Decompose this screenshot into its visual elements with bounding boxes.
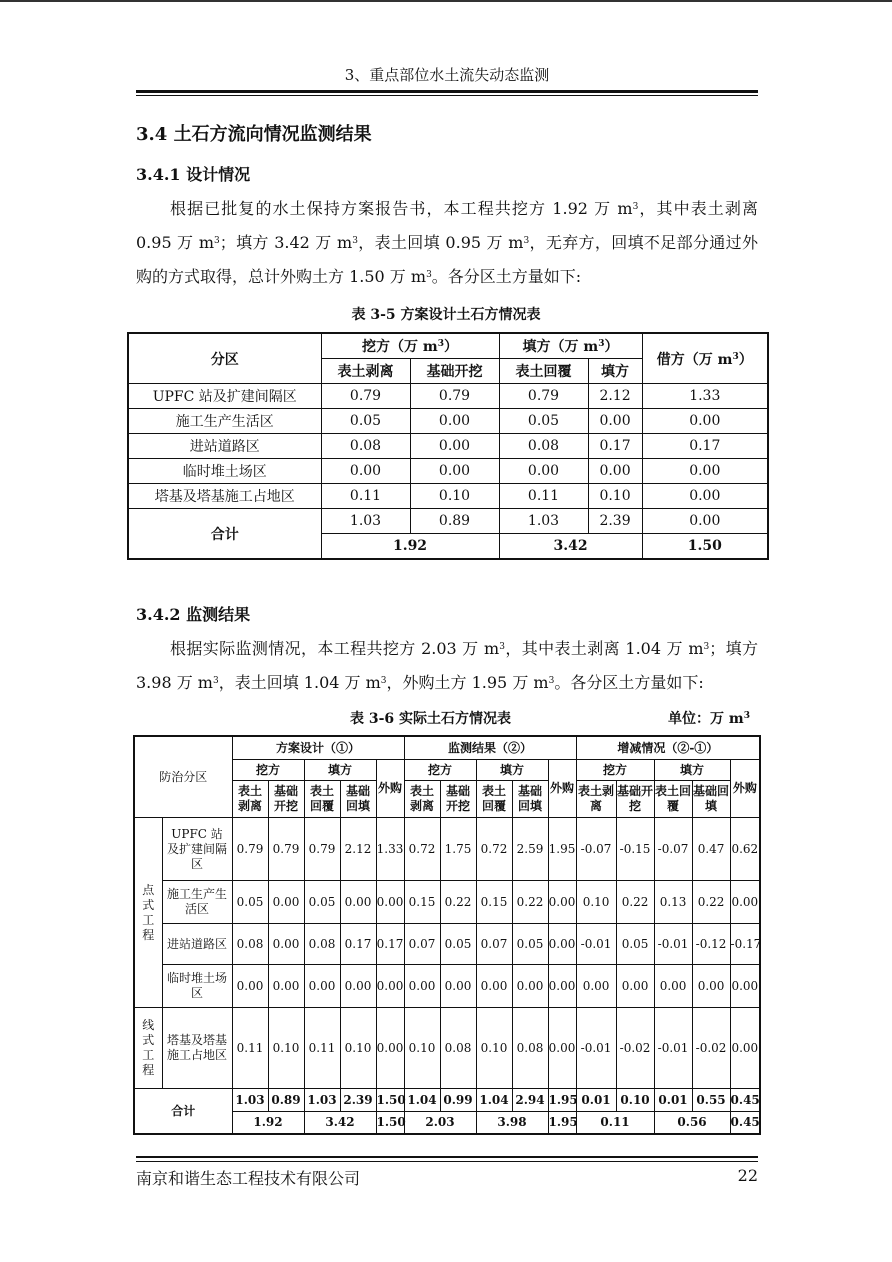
t2-value-cell: 0.00 bbox=[440, 965, 476, 1008]
t1-value-cell: 0.17 bbox=[588, 434, 642, 459]
t2-value-cell: 0.62 bbox=[730, 818, 760, 881]
t2-value-cell: 0.15 bbox=[404, 881, 440, 924]
t2-subheader-cell: 表土回覆 bbox=[654, 781, 692, 818]
t1-value-cell: 0.00 bbox=[642, 459, 768, 484]
t2-zone-cell: 施工生产生活区 bbox=[162, 881, 232, 924]
t2-value-cell: 0.10 bbox=[404, 1008, 440, 1089]
t2-total-sum: 2.03 bbox=[404, 1112, 476, 1135]
t2-total-cell: 0.99 bbox=[440, 1089, 476, 1112]
t2-total-sum: 0.11 bbox=[576, 1112, 654, 1135]
t2-value-cell: -0.01 bbox=[654, 924, 692, 965]
t2-header-fill: 填方 bbox=[304, 760, 376, 781]
t2-total-cell: 0.89 bbox=[268, 1089, 304, 1112]
t2-header-design: 方案设计（①） bbox=[232, 736, 404, 760]
t2-header-fill: 填方 bbox=[476, 760, 548, 781]
t2-value-cell: 0.72 bbox=[476, 818, 512, 881]
t1-total-cell: 0.00 bbox=[642, 509, 768, 534]
t2-value-cell: 1.75 bbox=[440, 818, 476, 881]
t2-total-cell: 1.03 bbox=[232, 1089, 268, 1112]
t1-header-fill: 填方（万 $m^3$） bbox=[499, 333, 642, 359]
t2-row bbox=[134, 924, 760, 965]
t1-value-cell: 0.79 bbox=[321, 384, 410, 409]
t1-zone-cell: 塔基及塔基施工占地区 bbox=[128, 484, 321, 509]
t2-total-cell: 1.03 bbox=[304, 1089, 340, 1112]
t2-total-cell: 1.95 bbox=[548, 1089, 576, 1112]
subsection-title-design: 3.4.1 设计情况 bbox=[136, 165, 251, 184]
t2-value-cell: 0.08 bbox=[512, 1008, 548, 1089]
t2-value-cell: 0.22 bbox=[616, 881, 654, 924]
t1-row bbox=[128, 484, 768, 509]
t1-value-cell: 1.33 bbox=[642, 384, 768, 409]
t1-row bbox=[128, 384, 768, 409]
t2-value-cell: 1.33 bbox=[376, 818, 404, 881]
header-rule bbox=[136, 90, 758, 93]
t2-value-cell: 0.00 bbox=[548, 965, 576, 1008]
t2-value-cell: 1.95 bbox=[548, 818, 576, 881]
design-paragraph: 根据已批复的水土保持方案报告书，本工程共挖方 1.92 万 $m^3$，其中表土剥离 0.95 万 $m^3$；填方 3.42 万 $m^3$，表土回填 0.95 万 $m^3$，无弃方，回填不足部分通过外购的方式取得，总计外购土方 1.50 万 $m^3$。各分区土方量如下: bbox=[136, 199, 758, 286]
t2-header-cut: 挖方 bbox=[576, 760, 654, 781]
t2-subheader-cell: 表土回覆 bbox=[476, 781, 512, 818]
t2-subheader-cell: 基础回填 bbox=[340, 781, 376, 818]
t2-row bbox=[134, 818, 760, 881]
t2-total-sum: 3.98 bbox=[476, 1112, 548, 1135]
section-title: 3.4 土石方流向情况监测结果 bbox=[136, 124, 372, 145]
t1-value-cell: 0.00 bbox=[642, 484, 768, 509]
monitor-paragraph: 根据实际监测情况，本工程共挖方 2.03 万 $m^3$，其中表土剥离 1.04 万 $m^3$；填方 3.98 万 $m^3$，表土回填 1.04 万 $m^3$，外购土方 1.95 万 $m^3$。各分区土方量如下: bbox=[136, 639, 758, 692]
t1-value-cell: 0.00 bbox=[588, 409, 642, 434]
page-number: 22 bbox=[737, 1166, 758, 1185]
t2-subheader-cell: 表土剥离 bbox=[232, 781, 268, 818]
t1-row bbox=[128, 409, 768, 434]
t2-total-cell: 0.55 bbox=[692, 1089, 730, 1112]
t1-zone-cell: 施工生产生活区 bbox=[128, 409, 321, 434]
t2-total-sum: 1.92 bbox=[232, 1112, 304, 1135]
page-header: 3、重点部位水土流失动态监测 bbox=[344, 66, 550, 84]
t2-value-cell: 2.12 bbox=[340, 818, 376, 881]
t2-total-cell: 0.01 bbox=[654, 1089, 692, 1112]
t2-value-cell: 0.17 bbox=[340, 924, 376, 965]
t2-value-cell: 0.00 bbox=[376, 965, 404, 1008]
t2-value-cell: -0.01 bbox=[654, 1008, 692, 1089]
t2-value-cell: 0.00 bbox=[340, 881, 376, 924]
t2-value-cell: 0.10 bbox=[476, 1008, 512, 1089]
t2-zone-cell: 塔基及塔基施工占地区 bbox=[162, 1008, 232, 1089]
t2-value-cell: 0.22 bbox=[440, 881, 476, 924]
t2-value-cell: 0.08 bbox=[304, 924, 340, 965]
t2-header-buy: 外购 bbox=[730, 760, 760, 818]
t2-value-cell: 0.00 bbox=[730, 1008, 760, 1089]
t2-value-cell: -0.07 bbox=[654, 818, 692, 881]
t2-value-cell: 0.00 bbox=[232, 965, 268, 1008]
t2-value-cell: 0.47 bbox=[692, 818, 730, 881]
t2-value-cell: 0.17 bbox=[376, 924, 404, 965]
actual-earthwork-table bbox=[133, 735, 761, 1135]
t2-value-cell: 0.00 bbox=[548, 1008, 576, 1089]
t2-value-cell: 0.00 bbox=[692, 965, 730, 1008]
t2-value-cell: 0.10 bbox=[268, 1008, 304, 1089]
t1-value-cell: 0.05 bbox=[499, 409, 588, 434]
t2-header-change: 增减情况（②-①） bbox=[576, 736, 760, 760]
t2-value-cell: 0.10 bbox=[340, 1008, 376, 1089]
t2-value-cell: 0.00 bbox=[730, 965, 760, 1008]
t2-value-cell: 0.05 bbox=[512, 924, 548, 965]
t1-value-cell: 0.11 bbox=[321, 484, 410, 509]
t2-value-cell: -0.02 bbox=[692, 1008, 730, 1089]
t2-value-cell: 0.05 bbox=[304, 881, 340, 924]
design-earthwork-table bbox=[127, 332, 769, 560]
t1-value-cell: 0.08 bbox=[321, 434, 410, 459]
t1-value-cell: 0.05 bbox=[321, 409, 410, 434]
t1-header-topsoil-strip: 表土剥离 bbox=[321, 359, 410, 384]
t2-value-cell: -0.02 bbox=[616, 1008, 654, 1089]
t2-value-cell: -0.01 bbox=[576, 924, 616, 965]
t2-zone-cell: UPFC 站及扩建间隔区 bbox=[162, 818, 232, 881]
t1-total-borrow: 1.50 bbox=[642, 534, 768, 560]
t2-total-cell: 1.04 bbox=[404, 1089, 440, 1112]
t2-value-cell: 0.11 bbox=[232, 1008, 268, 1089]
t2-value-cell: 0.07 bbox=[476, 924, 512, 965]
t2-value-cell: -0.01 bbox=[576, 1008, 616, 1089]
t2-row bbox=[134, 965, 760, 1008]
t2-total-sum: 0.45 bbox=[730, 1112, 760, 1135]
t2-value-cell: 0.15 bbox=[476, 881, 512, 924]
t2-value-cell: 0.05 bbox=[232, 881, 268, 924]
t1-total-cut: 1.92 bbox=[321, 534, 499, 560]
t2-value-cell: -0.15 bbox=[616, 818, 654, 881]
t2-zone-cell: 临时堆土场区 bbox=[162, 965, 232, 1008]
subsection-title-monitor: 3.4.2 监测结果 bbox=[136, 605, 251, 624]
t2-value-cell: 0.00 bbox=[616, 965, 654, 1008]
t1-value-cell: 0.00 bbox=[499, 459, 588, 484]
t2-value-cell: 0.79 bbox=[268, 818, 304, 881]
t2-value-cell: 0.72 bbox=[404, 818, 440, 881]
t2-total-cell: 1.04 bbox=[476, 1089, 512, 1112]
t2-total-label: 合计 bbox=[134, 1089, 232, 1135]
t1-value-cell: 0.00 bbox=[642, 409, 768, 434]
t2-value-cell: 0.07 bbox=[404, 924, 440, 965]
t2-value-cell: 0.00 bbox=[340, 965, 376, 1008]
t2-subheader-cell: 表土剥离 bbox=[576, 781, 616, 818]
t1-value-cell: 0.10 bbox=[588, 484, 642, 509]
t1-value-cell: 0.08 bbox=[499, 434, 588, 459]
header-rule-thin bbox=[136, 95, 758, 96]
t2-value-cell: 0.00 bbox=[268, 965, 304, 1008]
t2-header-buy: 外购 bbox=[548, 760, 576, 818]
t2-value-cell: -0.07 bbox=[576, 818, 616, 881]
t1-value-cell: 0.79 bbox=[499, 384, 588, 409]
t2-value-cell: 0.79 bbox=[304, 818, 340, 881]
t1-total-label: 合计 bbox=[128, 509, 321, 560]
t2-subheader-cell: 基础回填 bbox=[692, 781, 730, 818]
t2-total-cell: 2.39 bbox=[340, 1089, 376, 1112]
footer-rule-thin bbox=[136, 1161, 758, 1162]
t2-value-cell: -0.12 bbox=[692, 924, 730, 965]
t2-subheader-cell: 基础开挖 bbox=[616, 781, 654, 818]
t2-header-buy: 外购 bbox=[376, 760, 404, 818]
t1-header-topsoil-fill: 表土回覆 bbox=[499, 359, 588, 384]
t2-value-cell: 0.00 bbox=[548, 924, 576, 965]
t2-zone-cell: 进站道路区 bbox=[162, 924, 232, 965]
t2-value-cell: 0.00 bbox=[376, 1008, 404, 1089]
t2-header-cut: 挖方 bbox=[404, 760, 476, 781]
t1-zone-cell: UPFC 站及扩建间隔区 bbox=[128, 384, 321, 409]
t2-total-sum: 0.56 bbox=[654, 1112, 730, 1135]
t1-header-foundation-cut: 基础开挖 bbox=[410, 359, 499, 384]
t1-value-cell: 0.00 bbox=[321, 459, 410, 484]
t2-value-cell: 2.59 bbox=[512, 818, 548, 881]
t2-value-cell: 0.08 bbox=[232, 924, 268, 965]
t2-value-cell: 0.00 bbox=[654, 965, 692, 1008]
t2-subheader-cell: 表土剥离 bbox=[404, 781, 440, 818]
t1-value-cell: 0.00 bbox=[410, 459, 499, 484]
t2-value-cell: 0.00 bbox=[268, 924, 304, 965]
t1-row bbox=[128, 459, 768, 484]
t1-zone-cell: 临时堆土场区 bbox=[128, 459, 321, 484]
t2-value-cell: 0.00 bbox=[512, 965, 548, 1008]
t1-value-cell: 0.00 bbox=[588, 459, 642, 484]
t2-value-cell: 0.08 bbox=[440, 1008, 476, 1089]
t1-row bbox=[128, 434, 768, 459]
t2-total-sum: 1.50 bbox=[376, 1112, 404, 1135]
t2-subheader-cell: 基础回填 bbox=[512, 781, 548, 818]
t1-header-fill-only: 填方 bbox=[588, 359, 642, 384]
t2-header-cut: 挖方 bbox=[232, 760, 304, 781]
t2-header-zone: 防治分区 bbox=[134, 736, 232, 818]
t2-row bbox=[134, 881, 760, 924]
t1-header-cut: 挖方（万 $m^3$） bbox=[321, 333, 499, 359]
t2-value-cell: 0.00 bbox=[376, 881, 404, 924]
t1-total-fill: 3.42 bbox=[499, 534, 642, 560]
footer-rule bbox=[136, 1156, 758, 1158]
t2-subheader-cell: 表土回覆 bbox=[304, 781, 340, 818]
top-border bbox=[0, 0, 892, 2]
t1-value-cell: 0.10 bbox=[410, 484, 499, 509]
t1-value-cell: 0.11 bbox=[499, 484, 588, 509]
t2-value-cell: 0.05 bbox=[616, 924, 654, 965]
t1-zone-cell: 进站道路区 bbox=[128, 434, 321, 459]
t2-group-point: 点 式 工 程 bbox=[134, 818, 162, 1008]
t2-value-cell: 0.00 bbox=[576, 965, 616, 1008]
t2-total-cell: 0.01 bbox=[576, 1089, 616, 1112]
table2-unit: 单位：万 $m^3$ bbox=[668, 711, 750, 727]
t2-total-cell: 1.50 bbox=[376, 1089, 404, 1112]
t1-total-cell: 0.89 bbox=[410, 509, 499, 534]
t2-total-sum: 1.95 bbox=[548, 1112, 576, 1135]
t1-total-cell: 2.39 bbox=[588, 509, 642, 534]
t1-header-borrow: 借方（万 $m^3$） bbox=[642, 333, 768, 384]
t2-total-cell: 0.10 bbox=[616, 1089, 654, 1112]
t2-value-cell: 0.00 bbox=[548, 881, 576, 924]
t2-value-cell: 0.79 bbox=[232, 818, 268, 881]
t2-value-cell: 0.22 bbox=[512, 881, 548, 924]
t2-value-cell: 0.11 bbox=[304, 1008, 340, 1089]
t2-value-cell: 0.22 bbox=[692, 881, 730, 924]
table2-caption: 表 3-6 实际土石方情况表 bbox=[350, 711, 512, 727]
t1-header-zone: 分区 bbox=[128, 333, 321, 384]
t2-value-cell: 0.00 bbox=[304, 965, 340, 1008]
t2-value-cell: 0.10 bbox=[576, 881, 616, 924]
t1-total-cell: 1.03 bbox=[321, 509, 410, 534]
t2-total-sum: 3.42 bbox=[304, 1112, 376, 1135]
t2-header-monitor: 监测结果（②） bbox=[404, 736, 576, 760]
t1-value-cell: 0.17 bbox=[642, 434, 768, 459]
t2-group-line: 线 式 工 程 bbox=[134, 1008, 162, 1089]
t1-total-cell: 1.03 bbox=[499, 509, 588, 534]
t1-value-cell: 2.12 bbox=[588, 384, 642, 409]
footer-company: 南京和谐生态工程技术有限公司 bbox=[136, 1169, 361, 1188]
t2-value-cell: 0.05 bbox=[440, 924, 476, 965]
t2-value-cell: 0.00 bbox=[404, 965, 440, 1008]
table1-caption: 表 3-5 方案设计土石方情况表 bbox=[351, 307, 541, 323]
t2-total-cell: 2.94 bbox=[512, 1089, 548, 1112]
t1-value-cell: 0.00 bbox=[410, 434, 499, 459]
t2-total-cell: 0.45 bbox=[730, 1089, 760, 1112]
t2-value-cell: 0.00 bbox=[476, 965, 512, 1008]
t2-value-cell: 0.13 bbox=[654, 881, 692, 924]
t2-value-cell: -0.17 bbox=[730, 924, 760, 965]
t2-header-fill: 填方 bbox=[654, 760, 730, 781]
t1-value-cell: 0.00 bbox=[410, 409, 499, 434]
t2-value-cell: 0.00 bbox=[268, 881, 304, 924]
t2-subheader-cell: 基础开挖 bbox=[440, 781, 476, 818]
t1-value-cell: 0.79 bbox=[410, 384, 499, 409]
t2-subheader-cell: 基础开挖 bbox=[268, 781, 304, 818]
t2-row bbox=[134, 1008, 760, 1089]
t2-value-cell: 0.00 bbox=[730, 881, 760, 924]
